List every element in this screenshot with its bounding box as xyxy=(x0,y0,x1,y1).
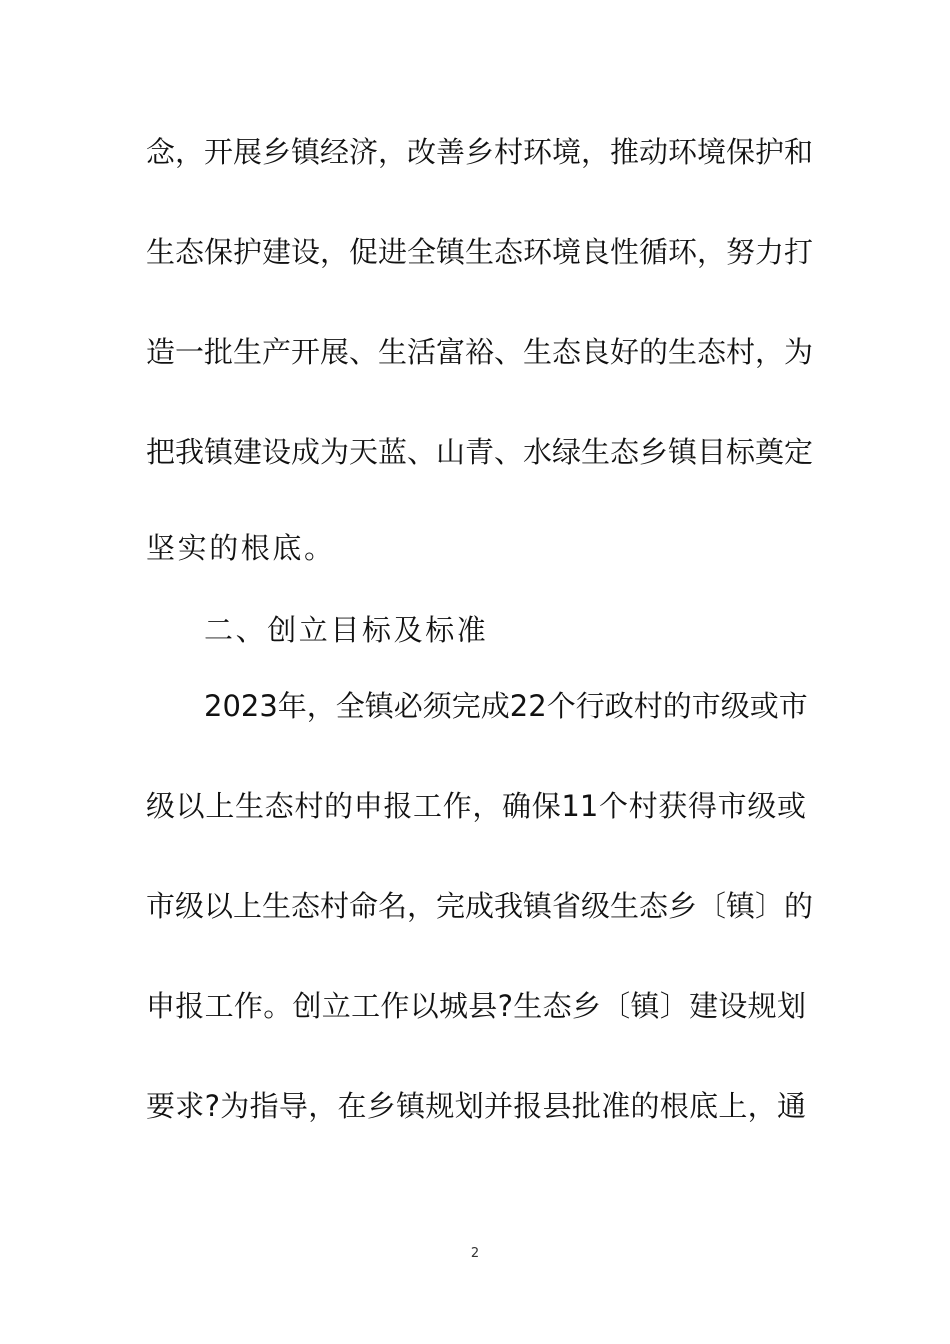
body-text-line: 造一批生产开展、生活富裕、生态良好的生态村，为 xyxy=(146,335,814,369)
body-text-line: 申报工作。创立工作以城县?生态乡〔镇〕建设规划 xyxy=(146,989,806,1023)
body-text-line: 坚实的根底。 xyxy=(146,531,336,565)
body-text-line: 级以上生态村的申报工作，确保11个村获得市级或 xyxy=(146,789,806,823)
body-text-line: 把我镇建设成为天蓝、山青、水绿生态乡镇目标奠定 xyxy=(146,435,814,469)
body-text-line: 生态保护建设，促进全镇生态环境良性循环，努力打 xyxy=(146,235,814,269)
body-text-line: 市级以上生态村命名，完成我镇省级生态乡〔镇〕的 xyxy=(146,889,814,923)
body-text-line: 2023年，全镇必须完成22个行政村的市级或市 xyxy=(204,689,808,723)
body-text-line: 念，开展乡镇经济，改善乡村环境，推动环境保护和 xyxy=(146,135,814,169)
page-number: 2 xyxy=(470,1246,480,1261)
section-heading: 二、创立目标及标准 xyxy=(204,613,489,647)
body-text-line: 要求?为指导，在乡镇规划并报县批准的根底上，通 xyxy=(146,1089,806,1123)
